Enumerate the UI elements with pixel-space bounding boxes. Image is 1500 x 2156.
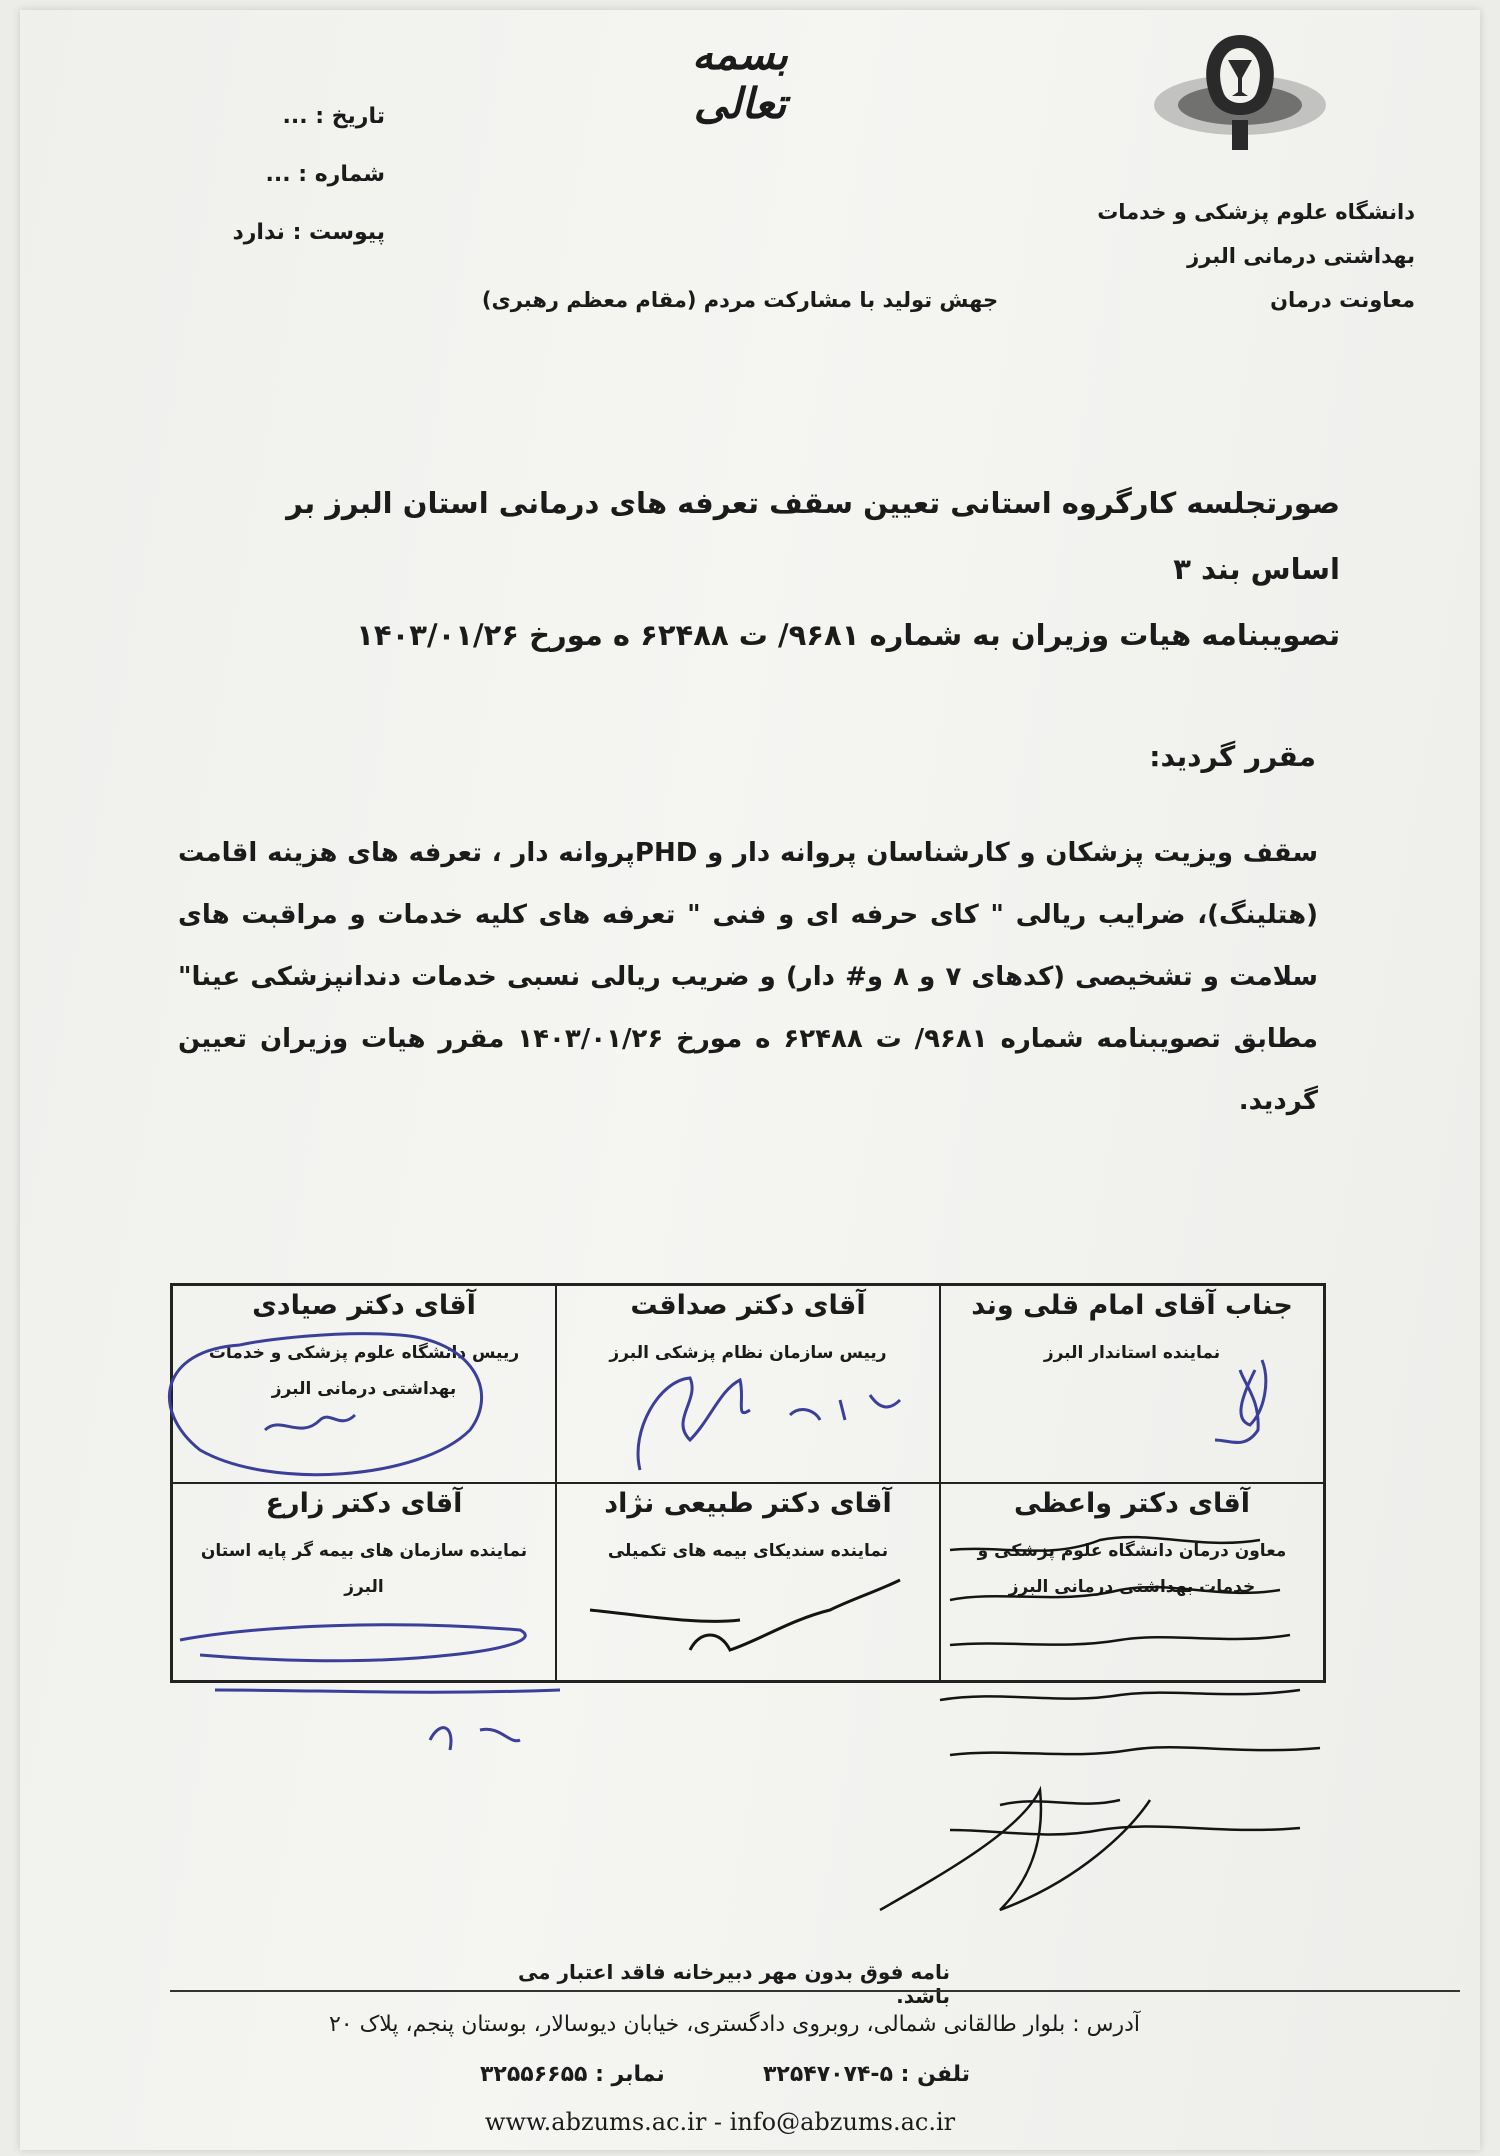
signatory-cell xyxy=(940,1285,1324,1483)
website-email[interactable]: www.abzums.ac.ir - info@abzums.ac.ir xyxy=(484,2108,956,2136)
signatory-cell xyxy=(172,1483,556,1681)
date-field: تاریخ : ... xyxy=(282,104,385,129)
signatory-role: رییس دانشگاه علوم پزشکی و خدمات بهداشتی درمانی البرز xyxy=(208,1343,520,1399)
signatory-name: آقای دکتر صداقت xyxy=(630,1290,866,1321)
signatory-name: آقای دکتر صیادی xyxy=(252,1290,476,1321)
decided-heading: مقرر گردید: xyxy=(1149,740,1316,773)
validity-notice: نامه فوق بدون مهر دبیرخانه فاقد اعتبار می باشد. xyxy=(517,1960,950,2008)
attachment-field: پیوست : ندارد xyxy=(232,220,385,245)
university-line-2: بهداشتی درمانی البرز xyxy=(1187,244,1415,268)
slogan: جهش تولید با مشارکت مردم (مقام معظم رهبری) xyxy=(481,288,999,312)
university-line-1: دانشگاه علوم پزشکی و خدمات xyxy=(1097,200,1415,224)
signatory-role: نماینده استاندار البرز xyxy=(1043,1343,1221,1363)
university-name-block xyxy=(1055,190,1415,322)
signatory-role: نماینده سندیکای بیمه های تکمیلی xyxy=(607,1541,889,1561)
signatory-cell xyxy=(172,1285,556,1483)
signatory-cell xyxy=(556,1285,940,1483)
contact-line xyxy=(480,2062,970,2087)
university-logo-icon xyxy=(1150,20,1330,170)
signatory-role: معاون درمان دانشگاه علوم پزشکی و خدمات بهداشتی درمانی البرز xyxy=(977,1541,1287,1597)
letter-meta xyxy=(185,88,385,262)
phone-number: تلفن : ۵-۳۲۵۴۷۰۷۴ xyxy=(763,2062,970,2087)
footer-divider xyxy=(170,1990,1460,1992)
signatory-role: نماینده سازمان های بیمه گر پایه استان البرز xyxy=(200,1541,528,1597)
signatory-name: آقای دکتر زارع xyxy=(265,1488,463,1519)
university-line-3: معاونت درمان xyxy=(1270,288,1415,312)
fax-number: نمابر : ۳۲۵۵۶۶۵۵ xyxy=(480,2062,665,2087)
number-field: شماره : ... xyxy=(265,162,385,187)
title-line-2: تصویبنامه هیات وزیران به شماره ۹۶۸۱/ ت ۶۲۴۸۸ ه مورخ ۱۴۰۳/۰۱/۲۶ xyxy=(356,618,1340,652)
title-line-1: صورتجلسه کارگروه استانی تعیین سقف تعرفه های درمانی استان البرز بر اساس بند ۳ xyxy=(286,486,1340,586)
signatory-name: جناب آقای امام قلی وند xyxy=(971,1290,1293,1321)
signature-table xyxy=(170,1283,1326,1683)
signatory-role: رییس سازمان نظام پزشکی البرز xyxy=(609,1343,887,1363)
address-line: آدرس : بلوار طالقانی شمالی، روبروی دادگستری، خیابان دیوسالار، بوستان پنجم، پلاک ۲۰ xyxy=(328,2012,1140,2037)
signatory-name: آقای دکتر طبیعی نژاد xyxy=(604,1488,892,1519)
signatory-cell xyxy=(556,1483,940,1681)
signatory-name: آقای دکتر واعظی xyxy=(1013,1488,1251,1519)
bismillah-heading: بسمه تعالی xyxy=(692,30,788,128)
signatory-cell xyxy=(940,1483,1324,1681)
resolution-paragraph: سقف ویزیت پزشکان و کارشناسان پروانه دار و PHDپروانه دار ، تعرفه های هزینه اقامت (هتلینگ)، ضرایب ریالی " کای حرفه ای و فنی " تعرفه های کلیه خدمات و مراقبت های سلامت و تشخیصی (کدهای ۷ و ۸ و# دار) و ضریب ریالی نسبی خدمات دندانپزشکی عینا" مطابق تصویبنامه شماره ۹۶۸۱/ ت ۶۲۴۸۸ ه مورخ ۱۴۰۳/۰۱/۲۶ مقرر هیات وزیران تعیین گردید. xyxy=(178,838,1319,1116)
document-title xyxy=(200,470,1340,668)
